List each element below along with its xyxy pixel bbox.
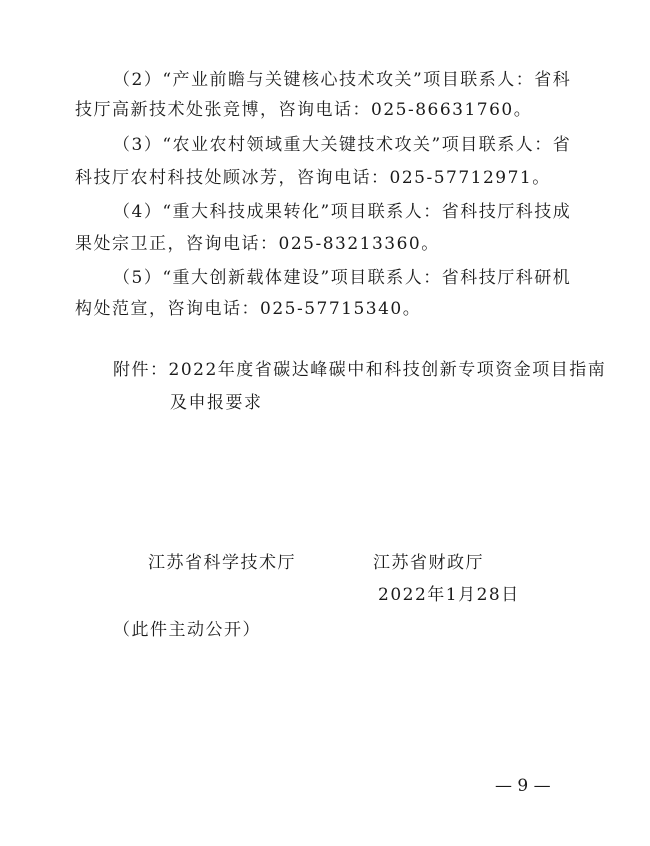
page-number: — 9 — <box>495 776 551 796</box>
contact-2-line-1: （2）“产业前瞻与关键核心技术攻关”项目联系人：省科 <box>113 70 572 90</box>
contact-2-line-2: 技厅高新技术处张竞博，咨询电话：025-86631760。 <box>75 100 533 120</box>
public-note: （此件主动公开） <box>113 620 261 640</box>
contact-3-line-2: 科技厅农村科技处顾冰芳，咨询电话：025-57712971。 <box>75 168 551 188</box>
signature-dept-finance: 江苏省财政厅 <box>373 553 484 573</box>
signature-dept-science: 江苏省科学技术厅 <box>148 553 296 573</box>
attachment-line-2: 及申报要求 <box>170 393 263 413</box>
contact-4-line-1: （4）“重大科技成果转化”项目联系人：省科技厅科技成 <box>113 202 572 222</box>
contact-5-line-1: （5）“重大创新载体建设”项目联系人：省科技厅科研机 <box>113 268 572 288</box>
signature-date: 2022年1月28日 <box>378 585 520 605</box>
contact-4-line-2: 果处宗卫正，咨询电话：025-83213360。 <box>75 234 440 254</box>
attachment-line-1: 附件：2022年度省碳达峰碳中和科技创新专项资金项目指南 <box>113 360 607 380</box>
contact-3-line-1: （3）“农业农村领域重大关键技术攻关”项目联系人：省 <box>113 135 572 155</box>
contact-5-line-2: 构处范宣，咨询电话：025-57715340。 <box>75 299 422 319</box>
